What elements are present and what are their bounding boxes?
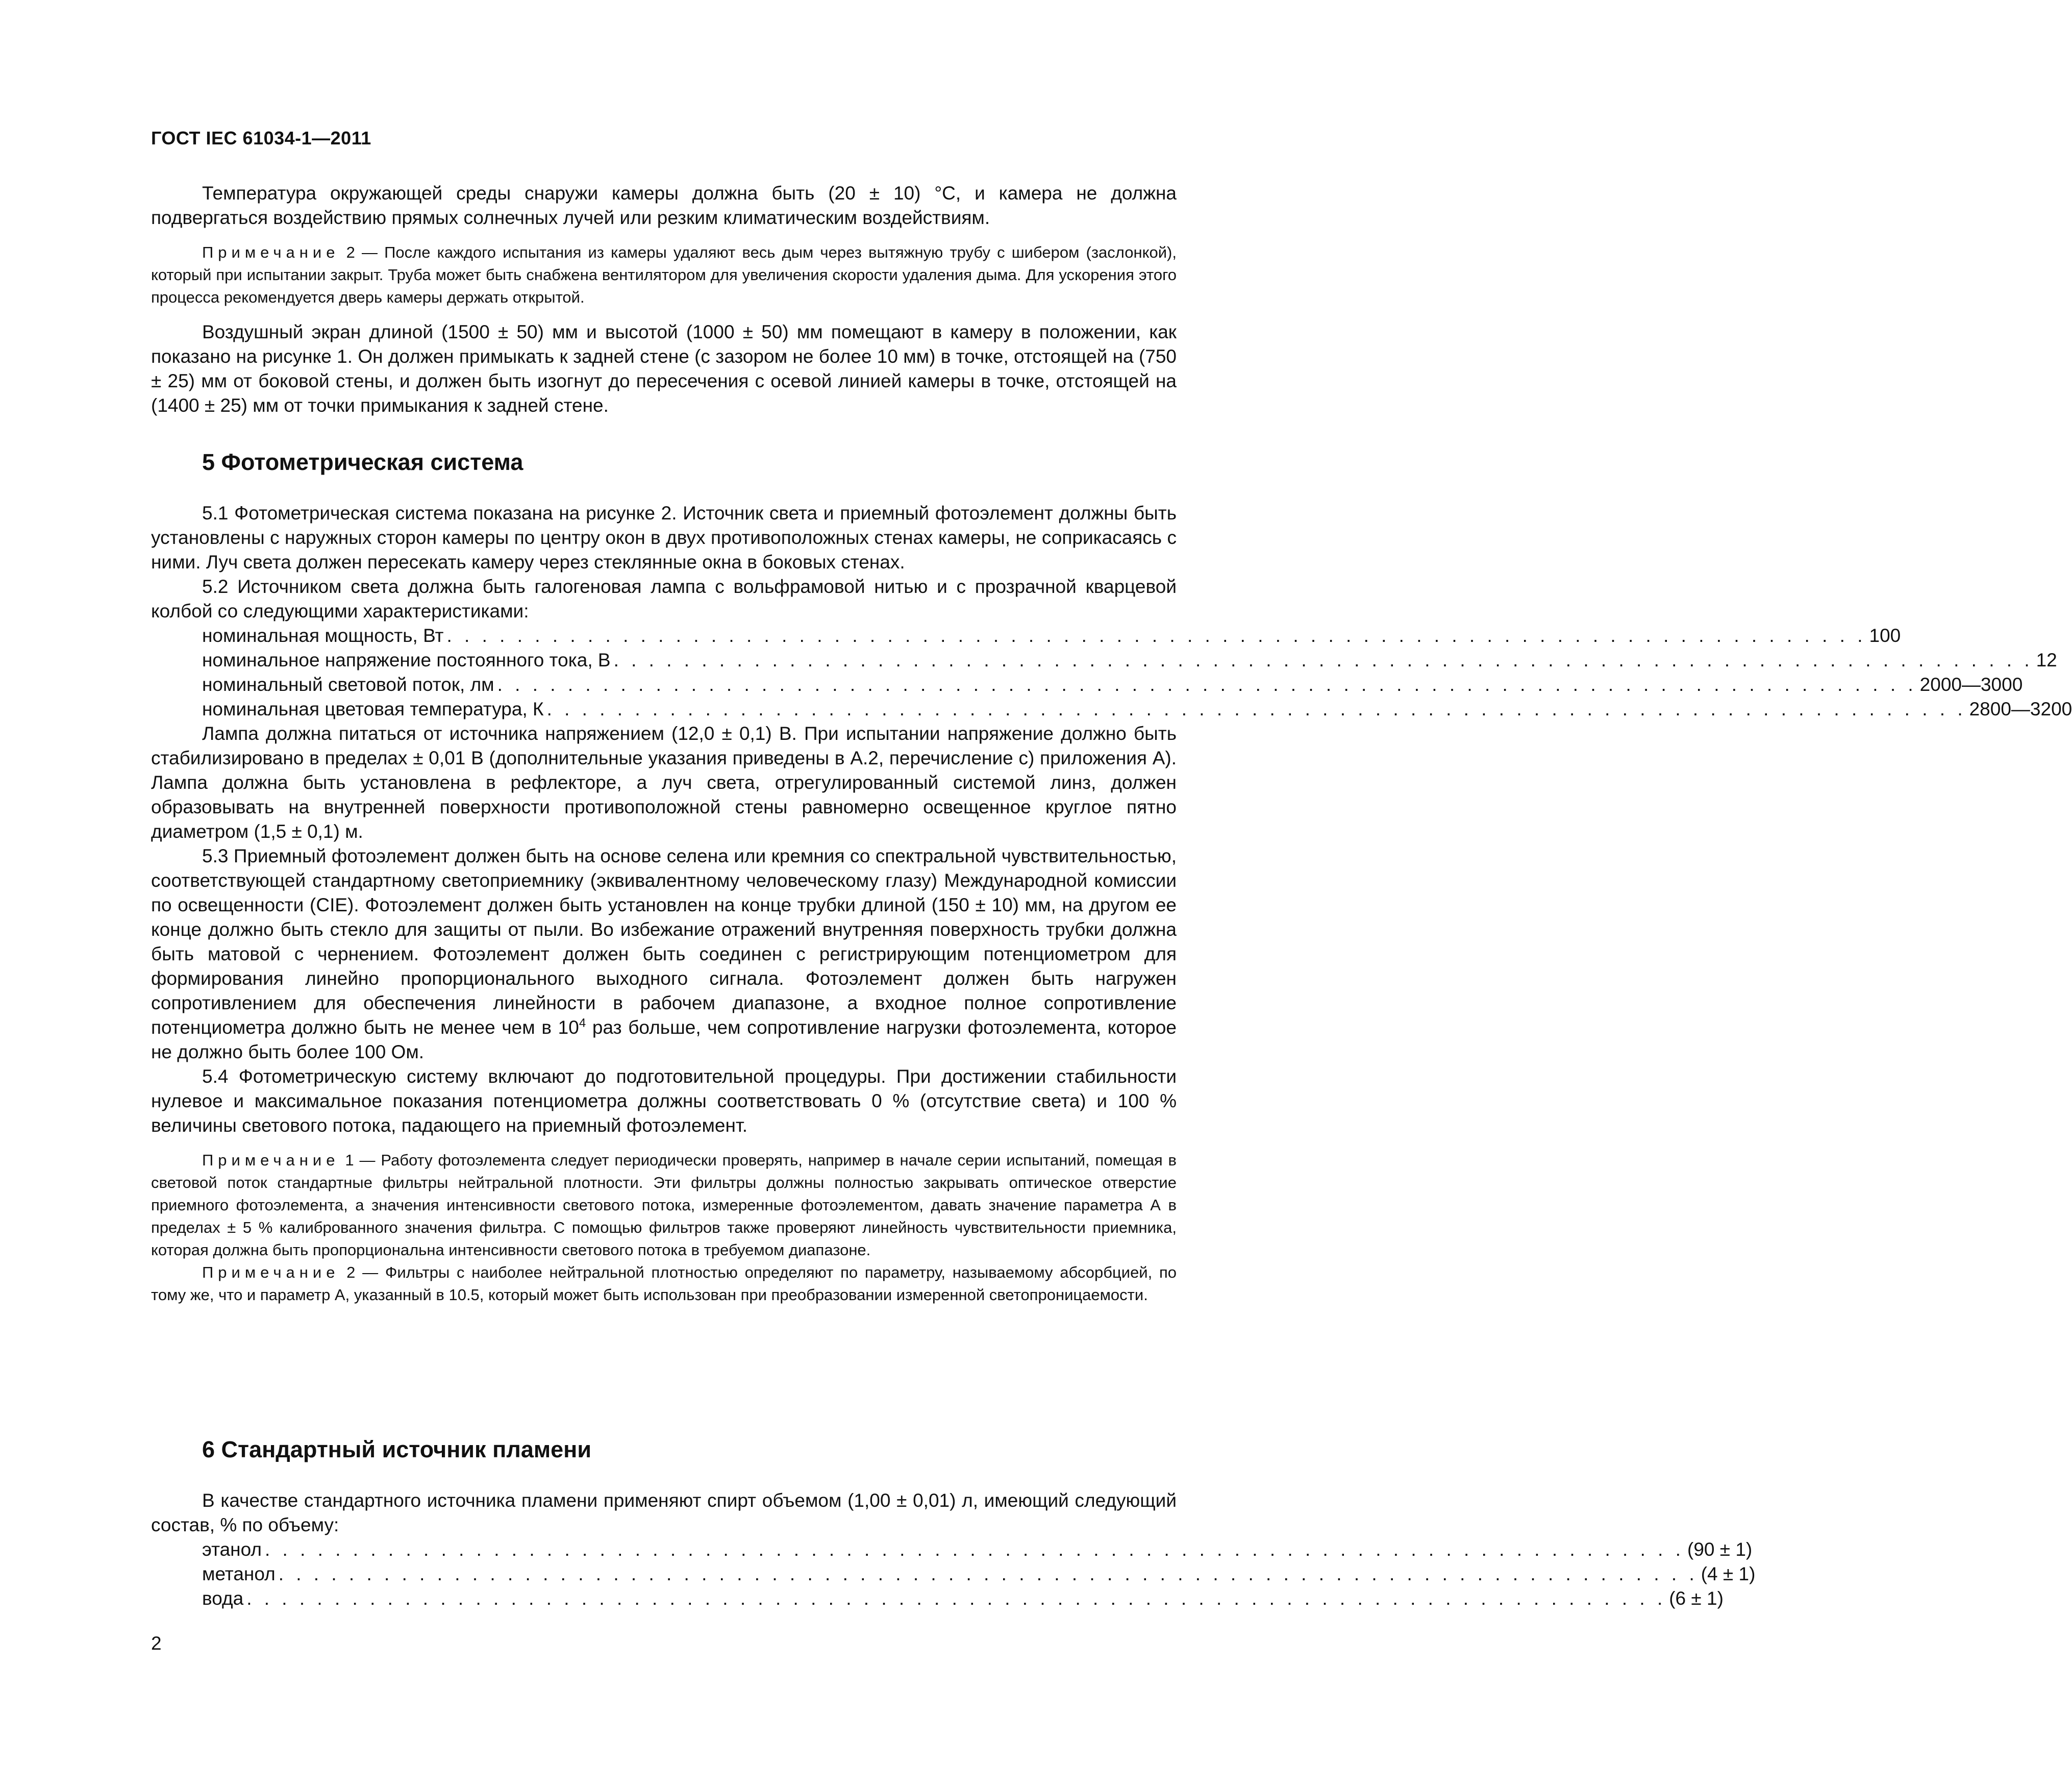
paragraph-5-2-lamp: Лампа должна питаться от источника напряжением (12,0 ± 0,1) В. При испытании напряжение должно быть стабилизировано в пределах ± 0,01 В (дополнительные указания приведены в А.2, перечисление с) приложения А). Лампа должна быть установлена в рефлекторе, а луч света, отрегулированный системой линз, должен образовывать на внутренней поверхности противоположной стены равномерно освещенное круглое пятно диаметром (1,5 ± 0,1) м. xyxy=(151,723,1177,842)
intro-paragraph-2: Воздушный экран длиной (1500 ± 50) мм и высотой (1000 ± 50) мм помещают в камеру в положении, как показано на рисунке 1. Он должен примыкать к задней стене (с зазором не более 10 мм) в точке, отстоящей на (750 ± 25) мм от боковой стены, и должен быть изогнут до пересечения с осевой линией камеры в точке, отстоящей на (1400 ± 25) мм от точки примыкания к задней стене. xyxy=(151,321,1177,416)
spec-row-color-temp xyxy=(151,697,2072,722)
leader-dots: . . . . . . . . . . . . . . . . . . . . . . . . . . . . . . . . . . . . . . . . . . . . . . . . . . . . . . . . . . . . . . . . . . . . . . . . . . . . . . . . . xyxy=(246,1588,1666,1609)
section-6-title: 6 Стандартный источник пламени xyxy=(202,1436,592,1462)
composition-value: (90 ± 1) xyxy=(1687,1539,1753,1560)
section-5 xyxy=(151,449,2072,1306)
composition-row-methanol xyxy=(151,1562,1756,1586)
paragraph-5-2: 5.2 Источником света должна быть галогеновая лампа с вольфрамовой нитью и с прозрачной кварцевой колбой со следующими характеристиками: xyxy=(151,576,1177,621)
leader-dots: . . . . . . . . . . . . . . . . . . . . . . . . . . . . . . . . . . . . . . . . . . . . . . . . . . . . . . . . . . . . . . . . . . . . . . . . . . . . . . . . . xyxy=(613,650,2033,670)
composition-label: метанол xyxy=(202,1563,276,1584)
leader-dots: . . . . . . . . . . . . . . . . . . . . . . . . . . . . . . . . . . . . . . . . . . . . . . . . . . . . . . . . . . . . . . . . . . . . . . . . . . . . . . . . . xyxy=(278,1563,1698,1584)
paragraph-5-3-tail: раз больше, чем сопротивление нагрузки фотоэлемента, которое не должно быть более 100 Ом. xyxy=(151,1017,1177,1062)
intro-block xyxy=(151,181,1177,418)
section-5-title: 5 Фотометрическая система xyxy=(202,449,523,475)
paragraph-6-1: В качестве стандартного источника пламени применяют спирт объемом (1,00 ± 0,01) л, имеющий следующий состав, % по объему: xyxy=(151,1490,1177,1535)
note-label: Примечание xyxy=(202,243,340,261)
superscript-exponent: 4 xyxy=(579,1016,586,1030)
section-6 xyxy=(151,1436,1756,1611)
composition-row-water xyxy=(151,1586,1724,1611)
section-5-note-2 xyxy=(151,1261,1177,1306)
intro-paragraph-1: Температура окружающей среды снаружи камеры должна быть (20 ± 10) °С, и камера не должна подвергаться воздействию прямых солнечных лучей или резким климатическим воздействиям. xyxy=(151,183,1177,228)
spec-label: номинальная цветовая температура, К xyxy=(202,699,544,719)
spec-value: 2000—3000 xyxy=(1919,674,2023,695)
spec-row-voltage xyxy=(151,648,2057,673)
paragraph-5-3-main: 5.3 Приемный фотоэлемент должен быть на основе селена или кремния со спектральной чувствительностью, соответствующей стандартному светоприемнику (эквивалентному человеческому глазу) Международной комиссии по освещенности (CIE). Фотоэлемент должен быть установлен на конце трубки длиной (150 ± 10) мм, на другом ее конце должно быть стекло для защиты от пыли. Во избежание отражений внутренняя поверхность трубки должна быть матовой с чернением. Фотоэлемент должен быть соединен с регистрирующим потенциометром для формирования линейно пропорционального выходного сигнала. Фотоэлемент должен быть нагружен сопротивлением для обеспечения линейности в рабочем диапазоне, а входное полное сопротивление потенциометра должно быть не менее чем в 10 xyxy=(151,846,1177,1038)
document-header: ГОСТ IEC 61034-1—2011 xyxy=(151,128,371,148)
paragraph-5-3 xyxy=(151,844,1177,1064)
note-label: Примечание xyxy=(202,1263,340,1281)
note-text: 2 — Фильтры с наиболее нейтральной плотностью определяют по параметру, называемому абсорбцией, по тому же, что и параметр А, указанный в 10.5, который может быть использован при преобразовании измеренной светопроницаемости. xyxy=(151,1263,1177,1304)
paragraph-5-4: 5.4 Фотометрическую систему включают до подготовительной процедуры. При достижении стабильности нулевое и максимальное показания потенциометра должны соответствовать 0 % (отсутствие света) и 100 % величины светового потока, падающего на приемный фотоэлемент. xyxy=(151,1066,1177,1136)
spec-row-flux xyxy=(151,673,2023,697)
spec-label: номинальная мощность, Вт xyxy=(202,625,444,646)
leader-dots: . . . . . . . . . . . . . . . . . . . . . . . . . . . . . . . . . . . . . . . . . . . . . . . . . . . . . . . . . . . . . . . . . . . . . . . . . . . . . . . . . xyxy=(446,625,1866,646)
page-number: 2 xyxy=(151,1633,162,1654)
paragraph-5-1: 5.1 Фотометрическая система показана на рисунке 2. Источник света и приемный фотоэлемент должны быть установлены с наружных сторон камеры по центру окон в двух противоположных стенах камеры, не соприкасаясь с ними. Луч света должен пересекать камеру через стеклянные окна в боковых стенах. xyxy=(151,503,1177,573)
composition-row-ethanol xyxy=(151,1537,1753,1562)
composition-label: вода xyxy=(202,1588,244,1609)
spec-label: номинальное напряжение постоянного тока, В xyxy=(202,650,611,670)
note-text: 2 — После каждого испытания из камеры удаляют весь дым через вытяжную трубу с шибером (заслонкой), который при испытании закрыт. Труба может быть снабжена вентилятором для увеличения скорости удаления дыма. Для ускорения этого процесса рекомендуется дверь камеры держать открытой. xyxy=(151,243,1177,306)
spec-value: 100 xyxy=(1869,625,1901,646)
composition-value: (4 ± 1) xyxy=(1701,1563,1756,1584)
spec-value: 2800—3200 xyxy=(1969,699,2072,719)
spec-value: 12 xyxy=(2036,650,2057,670)
intro-note-2 xyxy=(151,241,1177,309)
spec-row-power xyxy=(151,624,1901,648)
note-label: Примечание xyxy=(202,1151,340,1169)
composition-label: этанол xyxy=(202,1539,262,1560)
leader-dots: . . . . . . . . . . . . . . . . . . . . . . . . . . . . . . . . . . . . . . . . . . . . . . . . . . . . . . . . . . . . . . . . . . . . . . . . . . . . . . . . . xyxy=(497,674,1917,695)
spec-label: номинальный световой поток, лм xyxy=(202,674,494,695)
composition-value: (6 ± 1) xyxy=(1669,1588,1724,1609)
leader-dots: . . . . . . . . . . . . . . . . . . . . . . . . . . . . . . . . . . . . . . . . . . . . . . . . . . . . . . . . . . . . . . . . . . . . . . . . . . . . . . . . . xyxy=(264,1539,1685,1560)
note-text: 1 — Работу фотоэлемента следует периодически проверять, например в начале серии испытаний, помещая в световой поток стандартные фильтры нейтральной плотности. Эти фильтры должны полностью закрывать оптическое отверстие приемного фотоэлемента, а значения интенсивности светового потока, измеренные фотоэлементом, давать значение параметра А в пределах ± 5 % калиброванного значения фильтра. С помощью фильтров также проверяют линейность чувствительности приемника, которая должна быть пропорциональна интенсивности светового потока в требуемом диапазоне. xyxy=(151,1151,1177,1259)
leader-dots: . . . . . . . . . . . . . . . . . . . . . . . . . . . . . . . . . . . . . . . . . . . . . . . . . . . . . . . . . . . . . . . . . . . . . . . . . . . . . . . . . xyxy=(546,699,1966,719)
section-5-note-1 xyxy=(151,1149,1177,1261)
